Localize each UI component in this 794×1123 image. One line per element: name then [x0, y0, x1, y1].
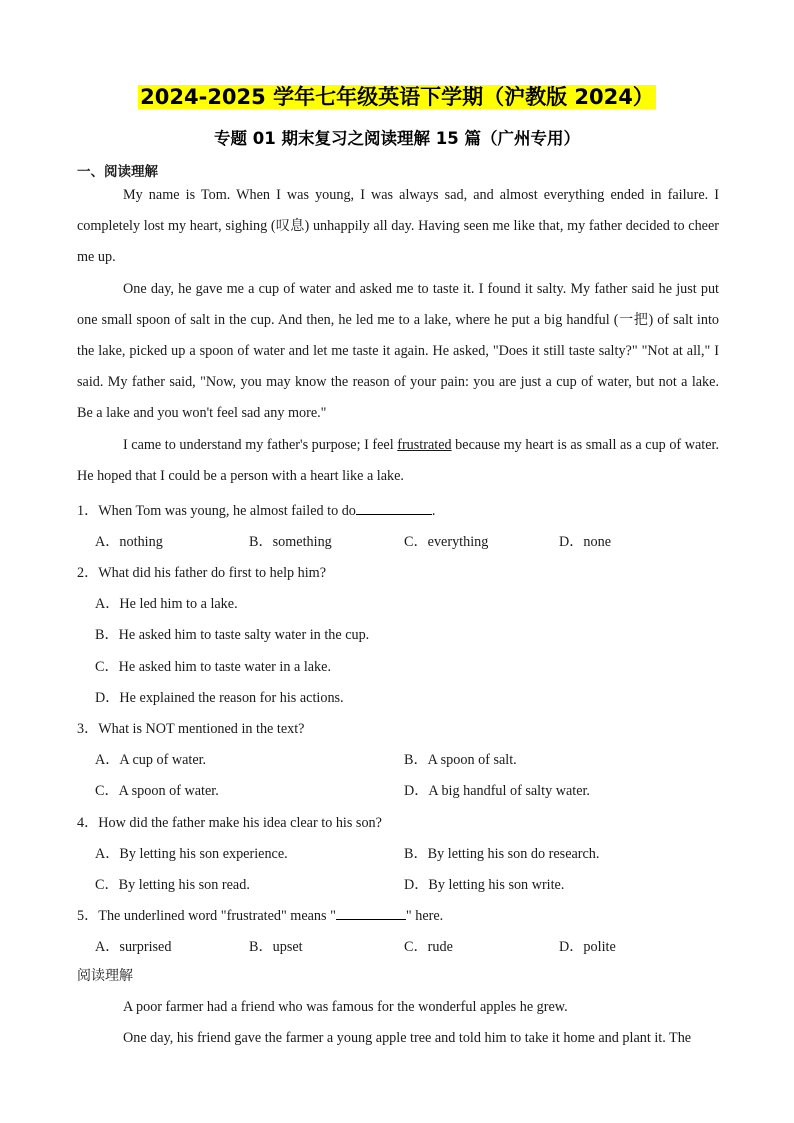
passage-2: [77, 992, 719, 1054]
option-d: D．By letting his son write.: [404, 877, 565, 893]
option-a: A．He led him to a lake.: [95, 596, 238, 612]
option-c: C．He asked him to taste water in a lake.: [95, 659, 331, 675]
question-4: 4．How did the father make his idea clear to his son?: [77, 815, 382, 831]
question-2: 2．What did his father do first to help him?: [77, 565, 327, 581]
page-subtitle: 专题 01 期末复习之阅读理解 15 篇（广州专用）: [214, 129, 580, 148]
option-c: C．A spoon of water.: [95, 783, 219, 799]
passage-paragraph: I came to understand my father's purpose; I feel frustrated because my heart is as small as a cup of water. He hoped that I could be a person with a heart like a lake.: [77, 436, 719, 484]
page-title: 2024-2025 学年七年级英语下学期（沪教版 2024）: [140, 85, 654, 109]
underlined-word: frustrated: [397, 436, 452, 453]
section-label: 阅读理解: [77, 968, 133, 984]
passage-paragraph: One day, his friend gave the farmer a young apple tree and told him to take it home and plant it. The: [123, 1030, 692, 1047]
option-d: D．none: [559, 534, 612, 550]
option-b: B．By letting his son do research.: [404, 846, 600, 862]
option-d: D．A big handful of salty water.: [404, 783, 590, 799]
option-c: C．rude: [404, 939, 453, 955]
passage-paragraph: A poor farmer had a friend who was famous for the wonderful apples he grew.: [123, 999, 568, 1015]
section-heading: 一、阅读理解: [77, 164, 158, 180]
option-b: B．something: [249, 534, 332, 550]
passage-1: [77, 180, 719, 492]
passage-paragraph: My name is Tom. When I was young, I was always sad, and almost everything ended in failure. I completely lost my heart, sighing (叹息) unhappily all day. Having seen me like that, my father decided to cheer me up.: [77, 187, 719, 266]
question-5: 5．The underlined word "frustrated" means " " here.: [77, 908, 444, 924]
passage-paragraph: One day, he gave me a cup of water and asked me to taste it. I found it salty. My father said he just put one small spoon of salt in the cup. And then, he led me to a lake, where he put a big handful (一把) of salt into the lake, picked up a spoon of water and let me taste it again. He asked, "Does it still taste salty?" "Not at all," I said. My father said, "Now, you may know the reason of your pain: you are just a cup of water, but not a lake. Be a lake and you won't feel sad any more.": [77, 280, 719, 422]
option-a: A．A cup of water.: [95, 752, 207, 768]
option-d: D．polite: [559, 939, 616, 955]
question-1: 1．When Tom was young, he almost failed to do .: [77, 503, 436, 519]
option-b: B．upset: [249, 939, 303, 955]
option-b: B．He asked him to taste salty water in the cup.: [95, 627, 370, 643]
option-a: A．By letting his son experience.: [95, 846, 288, 862]
option-a: A．surprised: [95, 939, 172, 955]
option-c: C．By letting his son read.: [95, 877, 250, 893]
option-b: B．A spoon of salt.: [404, 752, 517, 768]
option-c: C．everything: [404, 534, 489, 550]
answer-blank: [336, 907, 406, 920]
option-d: D．He explained the reason for his actions.: [95, 690, 344, 706]
question-3: 3．What is NOT mentioned in the text?: [77, 721, 305, 737]
answer-blank: [356, 502, 432, 515]
option-a: A．nothing: [95, 534, 163, 550]
